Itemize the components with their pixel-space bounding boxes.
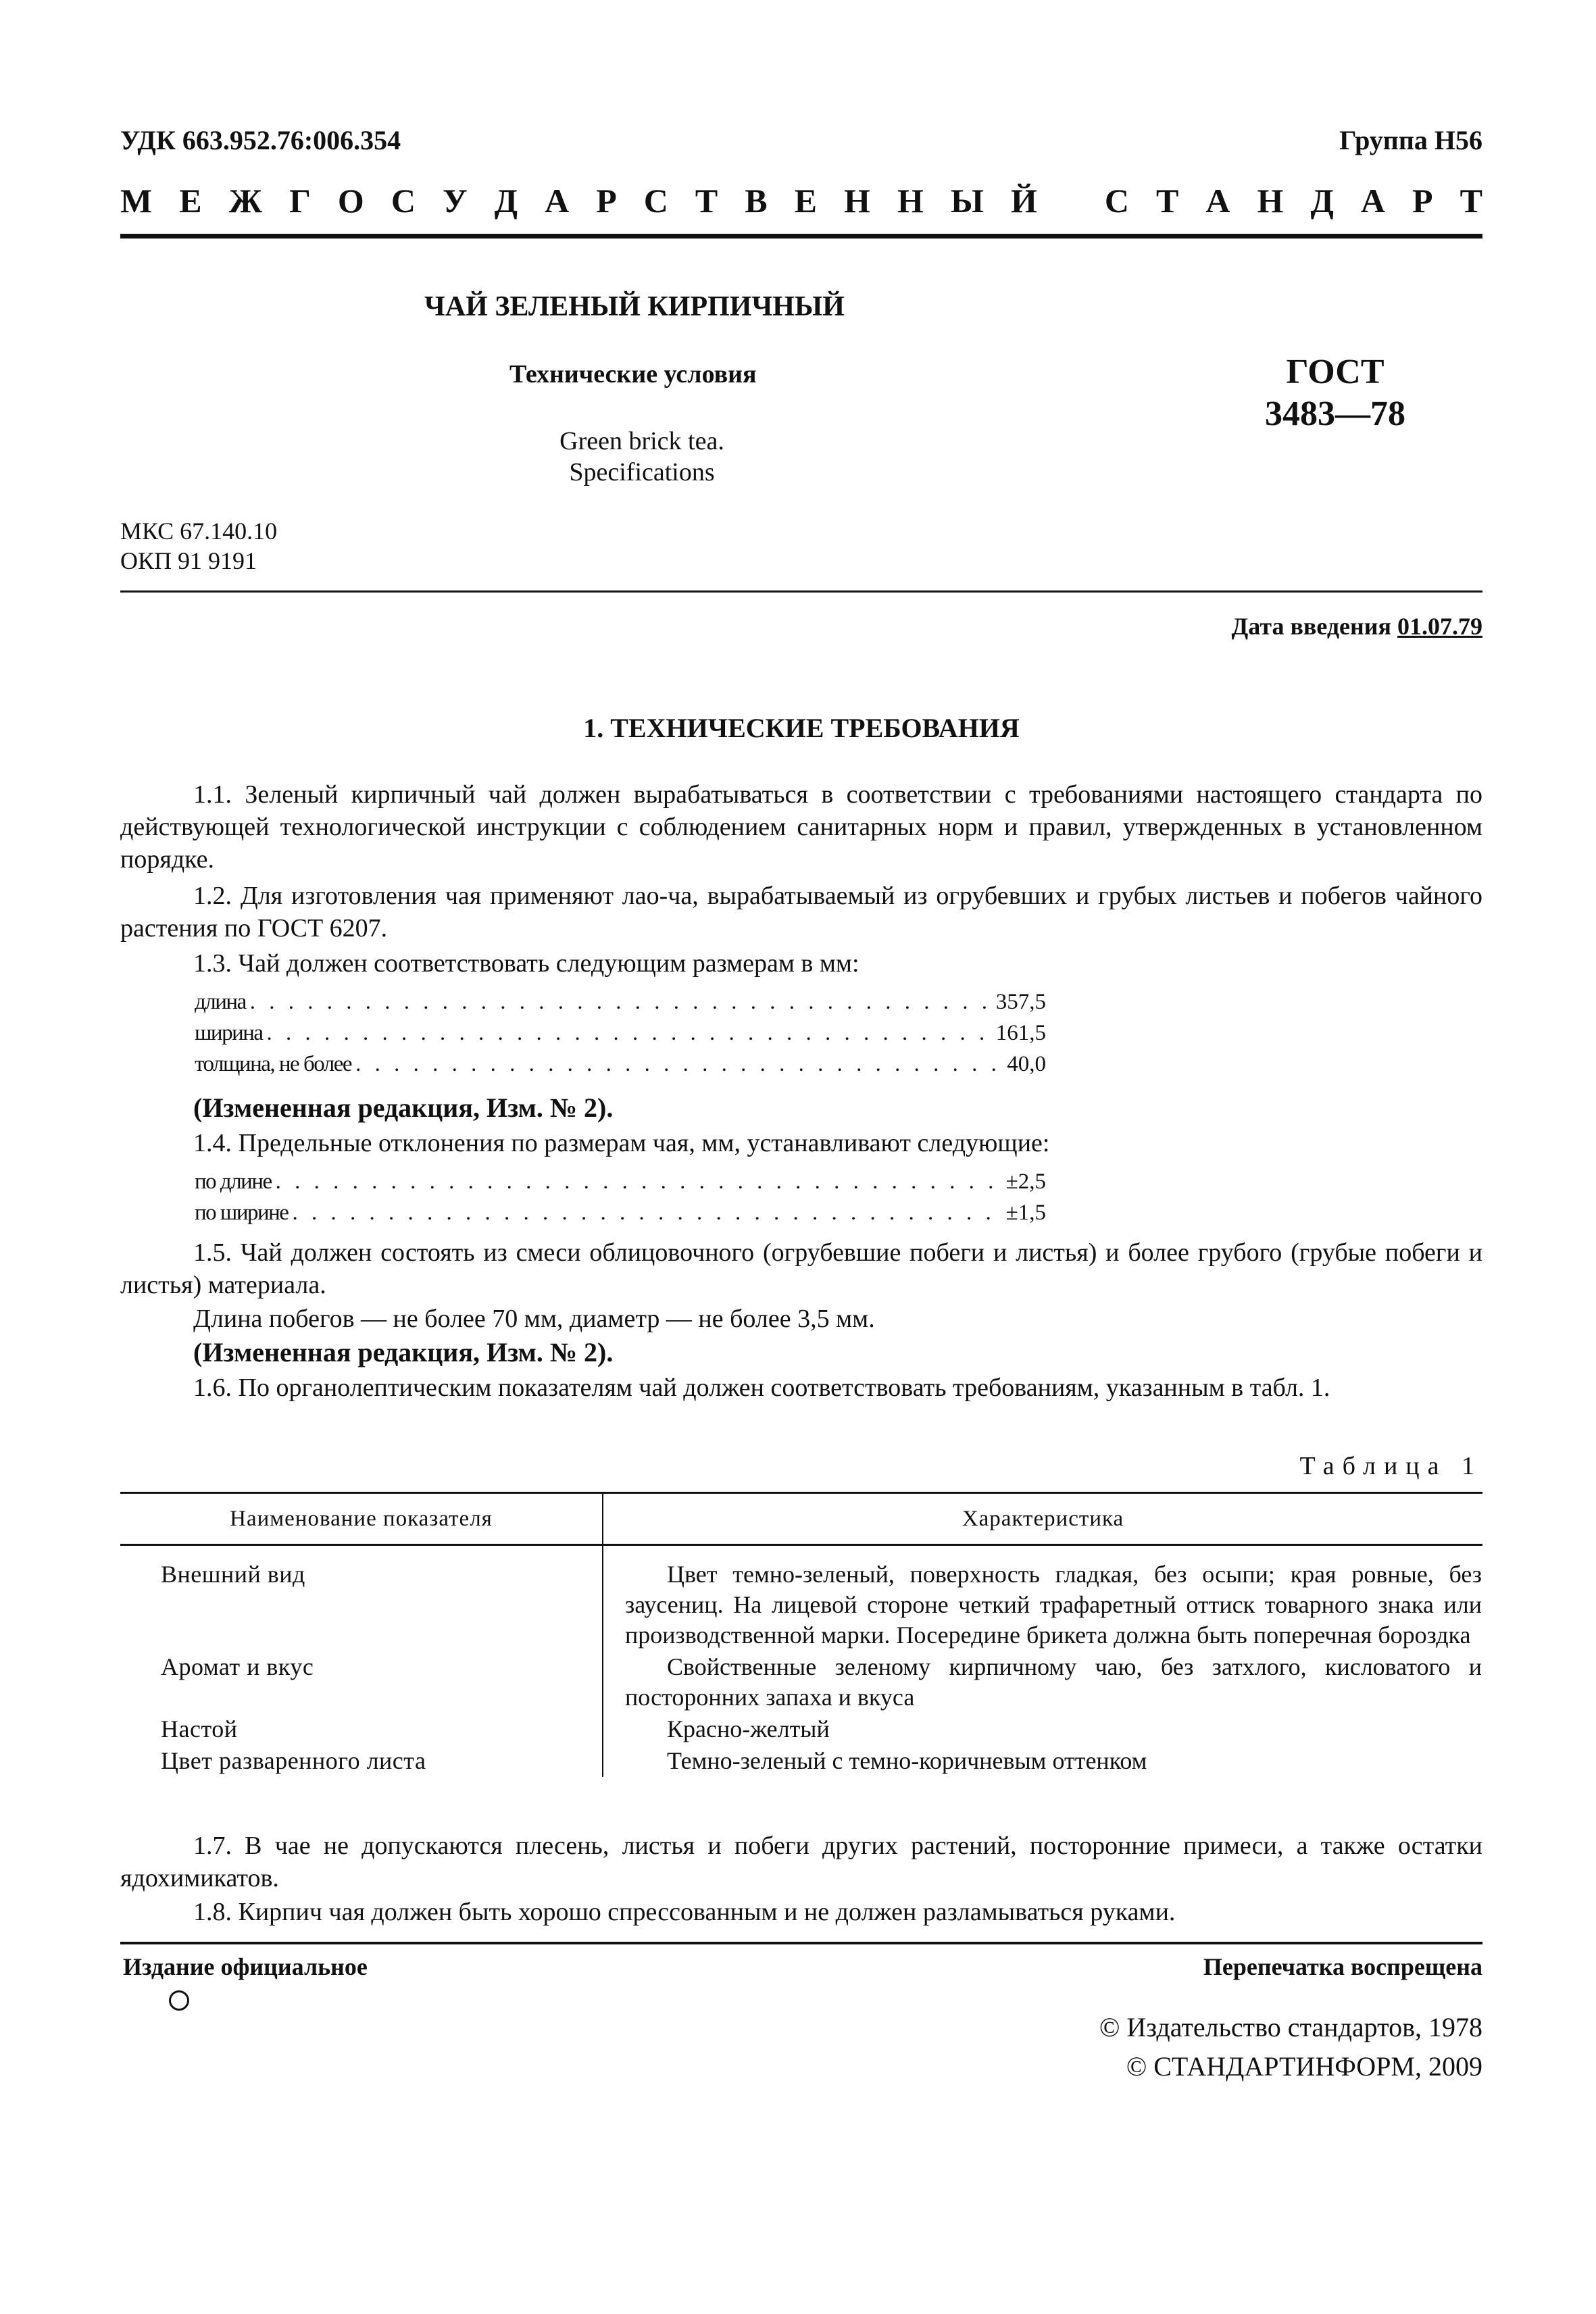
size-row-thickness (195, 1049, 1046, 1080)
table-row (120, 1745, 1482, 1777)
reprint-prohibited: Перепечатка воспрещена (1203, 1953, 1482, 1980)
gost-number (1234, 351, 1437, 435)
heading-letter: Д (1310, 182, 1334, 220)
heading-letter: У (442, 182, 468, 220)
size-label: толщина, не более (195, 1052, 352, 1076)
gost-code: 3483—78 (1265, 395, 1405, 433)
tolerance-label: по ширине (195, 1201, 289, 1225)
table-cell-characteristic: Красно-желтый (667, 1715, 830, 1742)
table-cell-characteristic: Цвет темно-зеленый, поверхность гладкая, без осыпи; края ровные, без заусениц. На лицевой стороне четкий трафаретный оттиск товарного знака или производственной марки. Посередине брикета должна быть поперечная бороздка (625, 1561, 1482, 1649)
tolerance-row-length (195, 1166, 1046, 1197)
leader-dots (276, 1166, 1002, 1197)
size-row-width (195, 1017, 1046, 1049)
heading-letter: Н (844, 182, 870, 220)
heading-letter: А (1360, 182, 1385, 220)
official-edition: Издание официальное (123, 1953, 368, 1980)
size-value: 357,5 (995, 990, 1046, 1014)
heading-letter: М (120, 182, 153, 220)
size-value: 161,5 (995, 1021, 1046, 1045)
table-row (120, 1713, 1482, 1745)
heading-letter: Ы (950, 182, 984, 220)
paragraph-1-5-shoots: Длина побегов — не более 70 мм, диаметр — не более 3,5 мм. (193, 1305, 875, 1333)
group-code: Группа Н56 (1339, 125, 1482, 155)
heading-letter: Н (897, 182, 924, 220)
heading-letter: Р (596, 182, 617, 220)
interstate-standard-heading (120, 181, 1482, 220)
size-label: длина (195, 990, 246, 1014)
standard-title: ЧАЙ ЗЕЛЕНЫЙ КИРПИЧНЫЙ (424, 291, 845, 322)
heading-letter: Д (494, 182, 518, 220)
header-rule (120, 234, 1482, 238)
table-caption: Таблица 1 (1299, 1452, 1482, 1480)
leader-dots (267, 1017, 992, 1049)
heading-letter: Т (695, 182, 718, 220)
standard-subtitle: Технические условия (509, 360, 757, 388)
leader-dots (355, 1049, 1003, 1080)
tolerance-value: ±2,5 (1005, 1169, 1046, 1194)
paragraph-1-6: 1.6. По органолептическим показателям чай должен соответствовать требованиям, указанным в табл. 1. (193, 1374, 1330, 1402)
paragraph-1-4: 1.4. Предельные отклонения по размерам чая, мм, устанавливают следующие: (193, 1129, 1050, 1157)
paragraph-1-3: 1.3. Чай должен соответствовать следующим размерам в мм: (193, 949, 859, 978)
size-label: ширина (195, 1021, 263, 1045)
word-gap (1064, 181, 1078, 220)
table-cell-indicator: Аромат и вкус (120, 1651, 603, 1713)
heading-letter: С (1104, 182, 1130, 220)
table-header-row (120, 1493, 1482, 1545)
english-title-line2: Specifications (569, 458, 715, 486)
leader-dots (292, 1197, 1001, 1228)
heading-letter: Т (1460, 182, 1482, 220)
paragraph-1-1: 1.1. Зеленый кирпичный чай должен вырабатываться в соответствии с требованиями настоящего стандарта по действующей технологической инструкции с соблюдением санитарных норм и правил, утвержденных в установленном порядке. (120, 780, 1482, 874)
english-title-line1: Green brick tea. (559, 427, 724, 455)
circle-mark-icon (169, 1990, 189, 2011)
heading-letter: А (545, 182, 570, 220)
footer-rule (120, 1942, 1482, 1944)
copyright-block (874, 2008, 1482, 2086)
introduction-date (1232, 612, 1483, 640)
table-header-characteristic: Характеристика (603, 1493, 1482, 1545)
udk-code: УДК 663.952.76:006.354 (120, 125, 401, 155)
heading-letter: В (745, 182, 768, 220)
paragraph-1-2: 1.2. Для изготовления чая применяют лао-ча, вырабатываемый из огрубевших и грубых листьев и побегов чайного растения по ГОСТ 6207. (120, 882, 1482, 942)
okp-code: ОКП 91 9191 (120, 547, 257, 574)
heading-letter: О (337, 182, 364, 220)
amendment-note-2: (Измененная редакция, Изм. № 2). (193, 1337, 614, 1367)
heading-letter: Е (794, 182, 817, 220)
codes-rule (120, 590, 1482, 593)
table-row (120, 1651, 1482, 1713)
tolerance-value: ±1,5 (1005, 1201, 1046, 1225)
size-value: 40,0 (1007, 1052, 1046, 1076)
tolerance-label: по длине (195, 1169, 272, 1194)
heading-letter: Н (1257, 182, 1284, 220)
section-heading: 1. ТЕХНИЧЕСКИЕ ТРЕБОВАНИЯ (583, 713, 1020, 743)
table-header-indicator: Наименование показателя (120, 1493, 603, 1545)
english-title (439, 426, 845, 488)
heading-letter: С (391, 182, 416, 220)
heading-letter: Г (289, 182, 311, 220)
size-row-length (195, 986, 1046, 1017)
classification-codes (120, 516, 277, 576)
heading-letter: С (643, 182, 668, 220)
table-cell-indicator: Цвет разваренного листа (120, 1745, 603, 1777)
table-cell-indicator: Настой (120, 1713, 603, 1745)
introduction-date-value: 01.07.79 (1397, 613, 1482, 640)
table-cell-characteristic: Свойственные зеленому кирпичному чаю, без затхлого, кисловатого и посторонних запаха и вкуса (625, 1653, 1482, 1711)
heading-letter: Й (1010, 182, 1037, 220)
introduction-date-label: Дата введения (1231, 613, 1391, 640)
heading-letter: Ж (228, 182, 263, 220)
paragraph-1-5: 1.5. Чай должен состоять из смеси облицовочного (огрубевшие побеги и листья) и более грубого (грубые побеги и листья) материала. (120, 1238, 1482, 1299)
gost-label: ГОСТ (1286, 353, 1385, 391)
paragraph-1-7: 1.7. В чае не допускаются плесень, листья и побеги других растений, посторонние примеси, а также остатки ядохимикатов. (120, 1832, 1482, 1892)
heading-letter: Р (1412, 182, 1433, 220)
table-cell-characteristic: Темно-зеленый с темно-коричневым оттенком (667, 1747, 1147, 1774)
table-cell-indicator: Внешний вид (120, 1545, 603, 1652)
paragraph-1-8: 1.8. Кирпич чая должен быть хорошо спрессованным и не должен разламываться руками. (193, 1898, 1176, 1926)
copyright-1978: © Издательство стандартов, 1978 (1099, 2012, 1482, 2042)
heading-letter: Т (1156, 182, 1179, 220)
heading-letter: Е (179, 182, 202, 220)
tolerance-row-width (195, 1197, 1046, 1228)
amendment-note-1: (Измененная редакция, Изм. № 2). (193, 1092, 614, 1123)
copyright-2009: © СТАНДАРТИНФОРМ, 2009 (1126, 2051, 1482, 2082)
leader-dots (250, 986, 992, 1017)
organoleptic-table (120, 1492, 1482, 1777)
heading-letter: А (1205, 182, 1230, 220)
mks-code: МКС 67.140.10 (120, 518, 278, 545)
table-row (120, 1545, 1482, 1652)
